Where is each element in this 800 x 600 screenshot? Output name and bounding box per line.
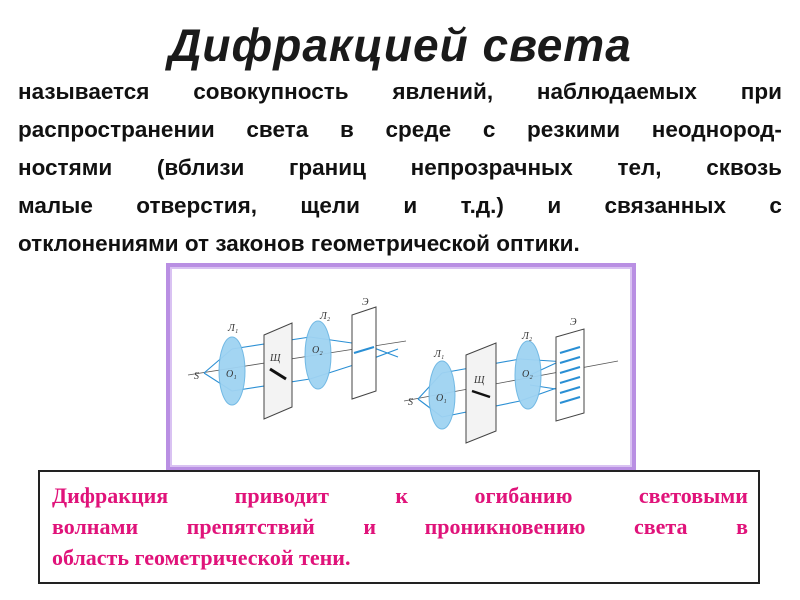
definition-line-2 — [18, 111, 782, 149]
word: и — [403, 193, 418, 218]
left-setup — [188, 297, 406, 419]
word: среде — [385, 117, 452, 142]
conclusion-line-1 — [52, 480, 748, 511]
word: волнами — [52, 514, 139, 539]
diffraction-diagram — [170, 267, 632, 467]
word: называется — [18, 79, 150, 104]
word: резкими — [527, 117, 621, 142]
definition-line-4 — [18, 187, 782, 225]
word: тел, — [617, 155, 662, 180]
lens1-center-label: O₁ — [226, 369, 237, 380]
definition-line-5: отклонениями от законов геометрической оптики. — [18, 231, 580, 256]
word: распространении — [18, 117, 215, 142]
word: световыми — [638, 483, 748, 508]
word: проникновению — [424, 514, 586, 539]
word: связанных — [604, 193, 727, 218]
source-label: S — [194, 371, 199, 382]
word: при — [740, 79, 782, 104]
word: отверстия, — [136, 193, 258, 218]
conclusion-text — [52, 480, 748, 573]
slit-label: Щ — [270, 353, 281, 364]
lens1-label: Л₁ — [434, 349, 445, 360]
word: неоднород- — [651, 117, 782, 142]
word: с — [769, 193, 782, 218]
diffraction-figure — [166, 263, 636, 471]
slit-plate — [264, 323, 292, 419]
lens2-center-label: O₂ — [312, 345, 323, 356]
definition-paragraph — [18, 73, 782, 263]
word: приводит — [234, 483, 329, 508]
word: препятствий — [186, 514, 315, 539]
word: с — [482, 117, 496, 142]
lens1-center-label: O₁ — [436, 393, 447, 404]
page-title: Дифракцией света — [168, 19, 632, 71]
right-setup — [404, 317, 618, 443]
definition-line-3 — [18, 149, 782, 187]
word: и — [363, 514, 377, 539]
conclusion-line-2 — [52, 511, 748, 542]
conclusion-line-3: область геометрической тени. — [52, 545, 351, 570]
word: границ — [289, 155, 366, 180]
screen-label: Э — [362, 297, 369, 308]
definition-line-1 — [18, 73, 782, 111]
word: к — [395, 483, 409, 508]
word: непрозрачных — [410, 155, 573, 180]
lens2-center-label: O₂ — [522, 369, 533, 380]
source-label: S — [408, 397, 413, 408]
word: в — [339, 117, 354, 142]
word: Дифракция — [52, 483, 169, 508]
lens2-label: Л₂ — [522, 331, 533, 342]
word: малые — [18, 193, 93, 218]
word: наблюдаемых — [536, 79, 697, 104]
word: явлений, — [392, 79, 494, 104]
slit-label: Щ — [474, 375, 485, 386]
lens2-label: Л₂ — [320, 311, 331, 322]
word: совокупность — [193, 79, 349, 104]
word: и — [547, 193, 562, 218]
conclusion-box — [38, 470, 760, 584]
lens1-label: Л₁ — [228, 323, 239, 334]
word: (вблизи — [156, 155, 245, 180]
screen — [556, 329, 584, 421]
screen-label: Э — [570, 317, 577, 328]
word: огибанию — [474, 483, 573, 508]
word: т.д.) — [460, 193, 504, 218]
word: света — [246, 117, 309, 142]
word: в — [736, 514, 748, 539]
word: света — [634, 514, 688, 539]
word: ностями — [18, 155, 113, 180]
word: щели — [300, 193, 361, 218]
word: сквозь — [706, 155, 782, 180]
